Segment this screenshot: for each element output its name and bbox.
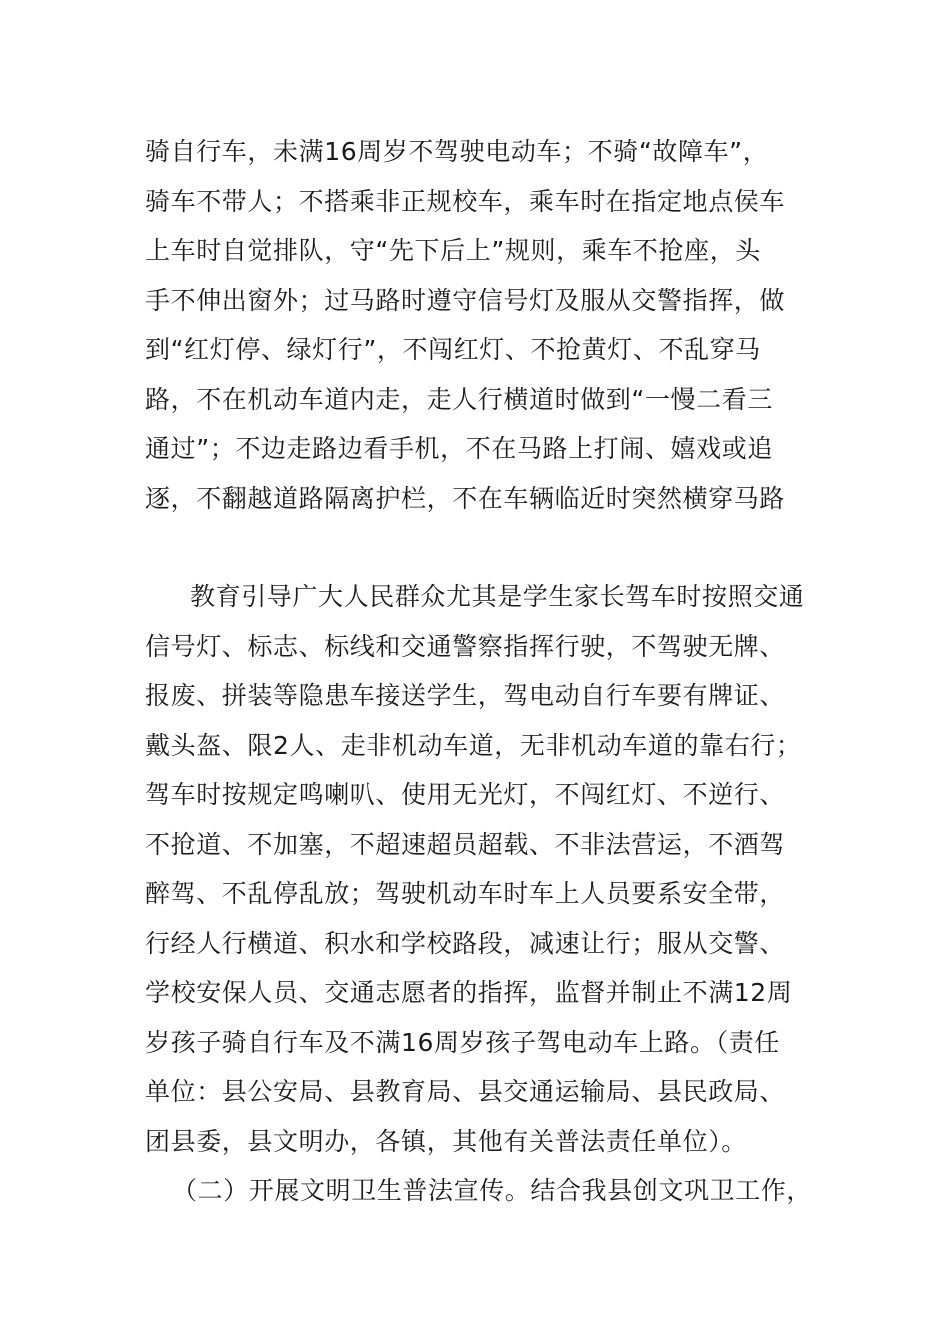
text-line: 骑车不带人；不搭乘非正规校车，乘车时在指定地点侯车 <box>145 187 786 216</box>
text-line: 上车时自觉排队，守“先下后上”规则，乘车不抢座，头 <box>145 236 761 265</box>
paragraph-first-line: 教育引导广大人民群众尤其是学生家长驾车时按照交通 <box>190 582 805 611</box>
text-line: 逐，不翻越道路隔离护栏，不在车辆临近时突然横穿马路 <box>145 484 786 513</box>
text-line: 手不伸出窗外；过马路时遵守信号灯及服从交警指挥，做 <box>145 286 786 315</box>
text-line: 戴头盔、限2人、走非机动车道，无非机动车道的靠右行； <box>145 731 802 760</box>
text-line: 行经人行横道、积水和学校路段，减速让行；服从交警、 <box>145 929 786 958</box>
text-line: 通过”；不边走路边看手机，不在马路上打闹、嬉戏或追 <box>145 434 773 463</box>
section-heading-line: （二）开展文明卫生普法宣传。结合我县创文巩卫工作， <box>172 1176 813 1205</box>
text-line: 学校安保人员、交通志愿者的指挥，监督并制止不满12周 <box>145 978 793 1007</box>
text-line: 信号灯、标志、标线和交通警察指挥行驶，不驾驶无牌、 <box>145 632 786 661</box>
text-line: 岁孩子骑自行车及不满16周岁孩子驾电动车上路。（责任 <box>145 1028 780 1057</box>
text-line: 不抢道、不加塞，不超速超员超载、不非法营运，不酒驾 <box>145 830 786 859</box>
text-line: 路，不在机动车道内走，走人行横道时做到“一慢二看三 <box>145 385 773 414</box>
text-line: 醉驾、不乱停乱放；驾驶机动车时车上人员要系安全带， <box>145 879 786 908</box>
text-line: 驾车时按规定鸣喇叭、使用无光灯，不闯红灯、不逆行、 <box>145 780 786 809</box>
text-line: 骑自行车，未满16周岁不驾驶电动车；不骑“故障车”， <box>145 137 769 166</box>
text-line: 报废、拼装等隐患车接送学生，驾电动自行车要有牌证、 <box>145 681 786 710</box>
text-line: 单位：县公安局、县教育局、县交通运输局、县民政局、 <box>145 1077 786 1106</box>
text-line: 到“红灯停、绿灯行”，不闯红灯、不抢黄灯、不乱穿马 <box>145 335 761 364</box>
text-line: 团县委，县文明办，各镇，其他有关普法责任单位）。 <box>145 1127 747 1156</box>
